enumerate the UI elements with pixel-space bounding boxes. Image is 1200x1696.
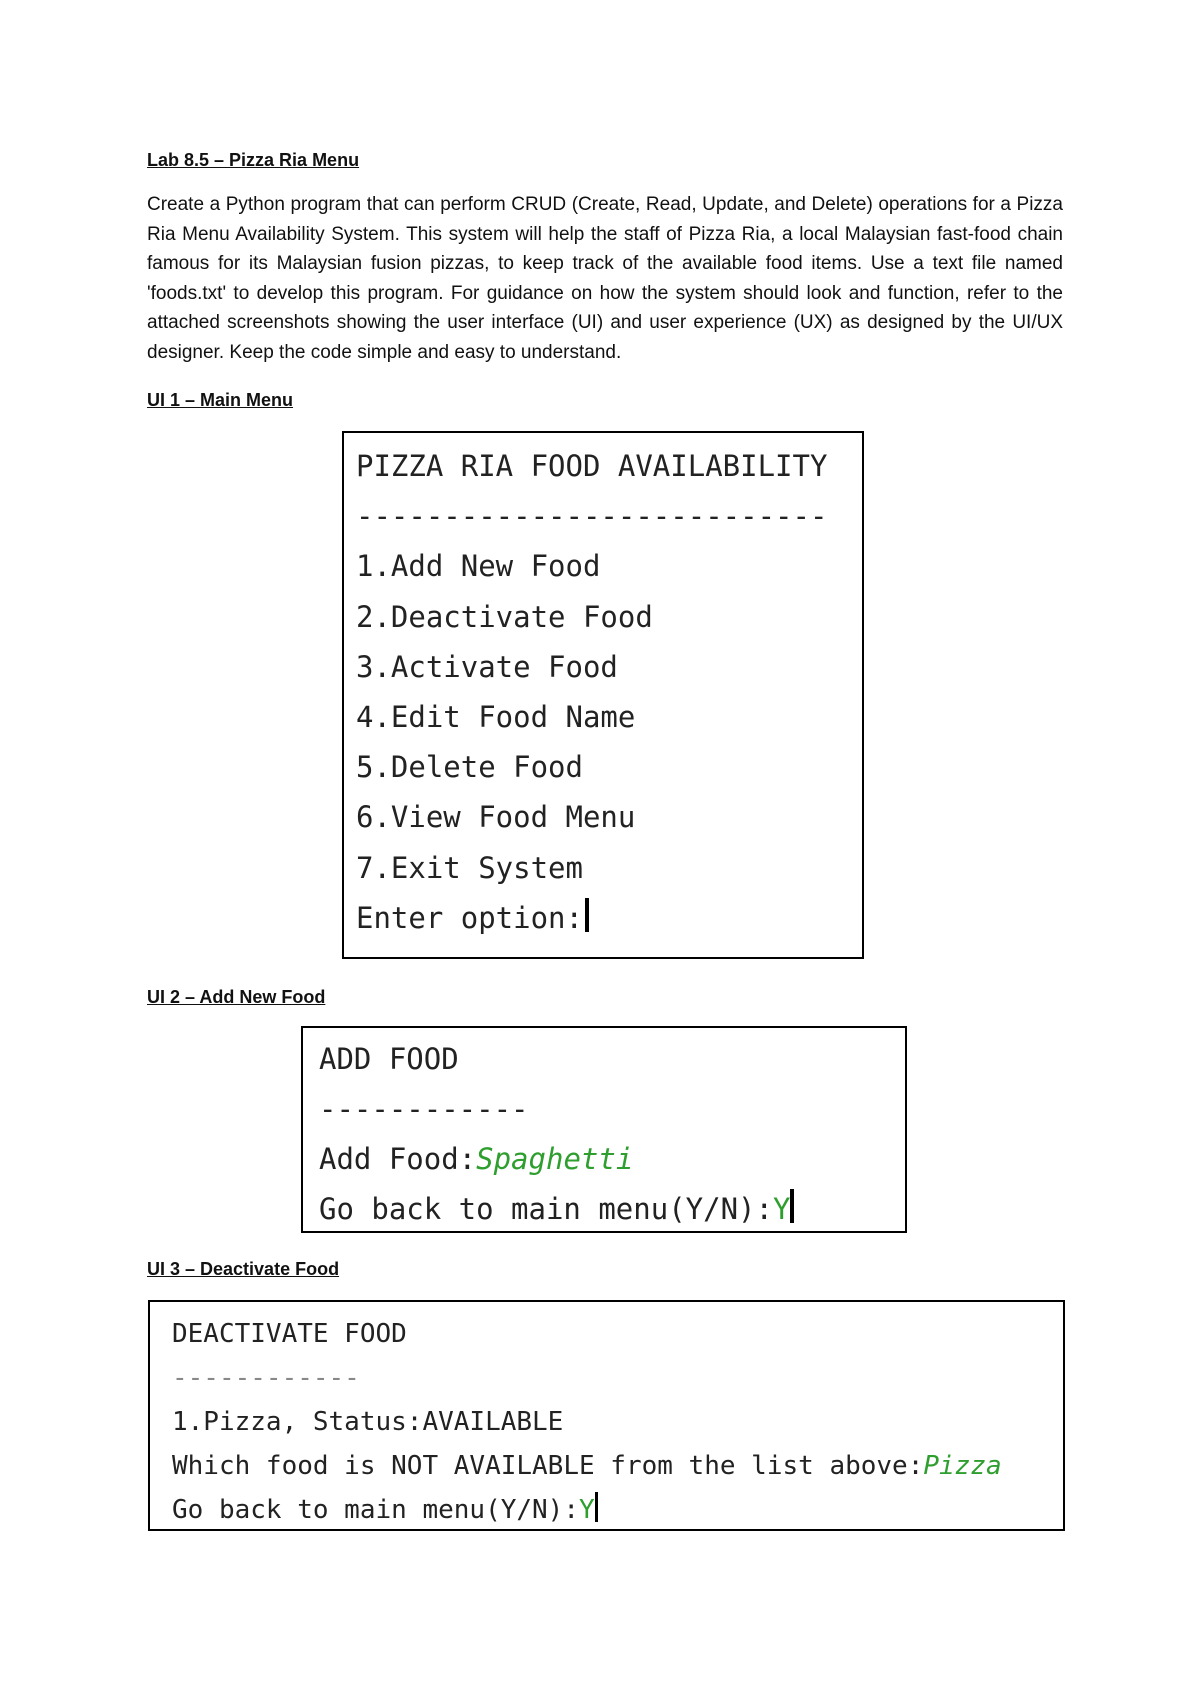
deactivate-food-divider: ------------	[172, 1363, 360, 1393]
go-back-line	[172, 1488, 1063, 1532]
lab-title: Lab 8.5 – Pizza Ria Menu	[147, 150, 360, 170]
menu-option-activate: 3.Activate Food	[356, 649, 618, 684]
add-food-line	[319, 1134, 905, 1184]
main-menu-screenshot	[342, 431, 864, 959]
add-food-title: ADD FOOD	[319, 1042, 459, 1076]
ui1-heading: UI 1 – Main Menu	[147, 390, 294, 410]
text-cursor	[595, 1492, 598, 1522]
go-back-prompt: Go back to main menu(Y/N):	[172, 1495, 579, 1525]
add-food-divider: ------------	[319, 1092, 529, 1126]
enter-option-line	[356, 893, 862, 943]
ui3-heading: UI 3 – Deactivate Food	[147, 1259, 340, 1279]
add-food-input-value: Spaghetti	[476, 1142, 634, 1176]
main-menu-divider: ---------------------------	[356, 499, 828, 534]
menu-option-exit: 7.Exit System	[356, 850, 583, 885]
add-food-screenshot	[301, 1026, 907, 1233]
which-food-prompt: Which food is NOT AVAILABLE from the list above:	[172, 1451, 924, 1481]
menu-option-add: 1.Add New Food	[356, 549, 601, 584]
food-list-item: 1.Pizza, Status:AVAILABLE	[172, 1407, 564, 1437]
go-back-input-value: Y	[579, 1495, 595, 1525]
go-back-prompt: Go back to main menu(Y/N):	[319, 1192, 773, 1226]
menu-option-view: 6.View Food Menu	[356, 800, 636, 835]
intro-paragraph: Create a Python program that can perform CRUD (Create, Read, Update, and Delete) operations for a Pizza Ria Menu Availability System. This system will help the staff of Pizza Ria, a local Malaysian fast-food chain famous for its Malaysian fusion pizzas, to keep track of the available food items. Use a text file named 'foods.txt' to develop this program. For guidance on how the system should look and function, refer to the attached screenshots showing the user interface (UI) and user experience (UX) as designed by the UI/UX designer. Keep the code simple and easy to understand.	[147, 194, 1063, 363]
enter-option-prompt: Enter option:	[356, 900, 583, 935]
go-back-line	[319, 1184, 905, 1234]
go-back-input-value: Y	[772, 1192, 791, 1226]
menu-option-deactivate: 2.Deactivate Food	[356, 599, 653, 634]
which-food-line	[172, 1444, 1063, 1488]
deactivate-food-screenshot	[148, 1300, 1065, 1531]
ui2-heading: UI 2 – Add New Food	[147, 987, 326, 1007]
menu-option-edit: 4.Edit Food Name	[356, 699, 636, 734]
text-cursor	[790, 1189, 794, 1223]
add-food-prompt: Add Food:	[319, 1142, 477, 1176]
main-menu-title: PIZZA RIA FOOD AVAILABILITY	[356, 449, 828, 483]
which-food-input-value: Pizza	[923, 1451, 1002, 1481]
text-cursor	[585, 898, 589, 932]
deactivate-food-title: DEACTIVATE FOOD	[172, 1319, 407, 1349]
menu-option-delete: 5.Delete Food	[356, 750, 583, 785]
